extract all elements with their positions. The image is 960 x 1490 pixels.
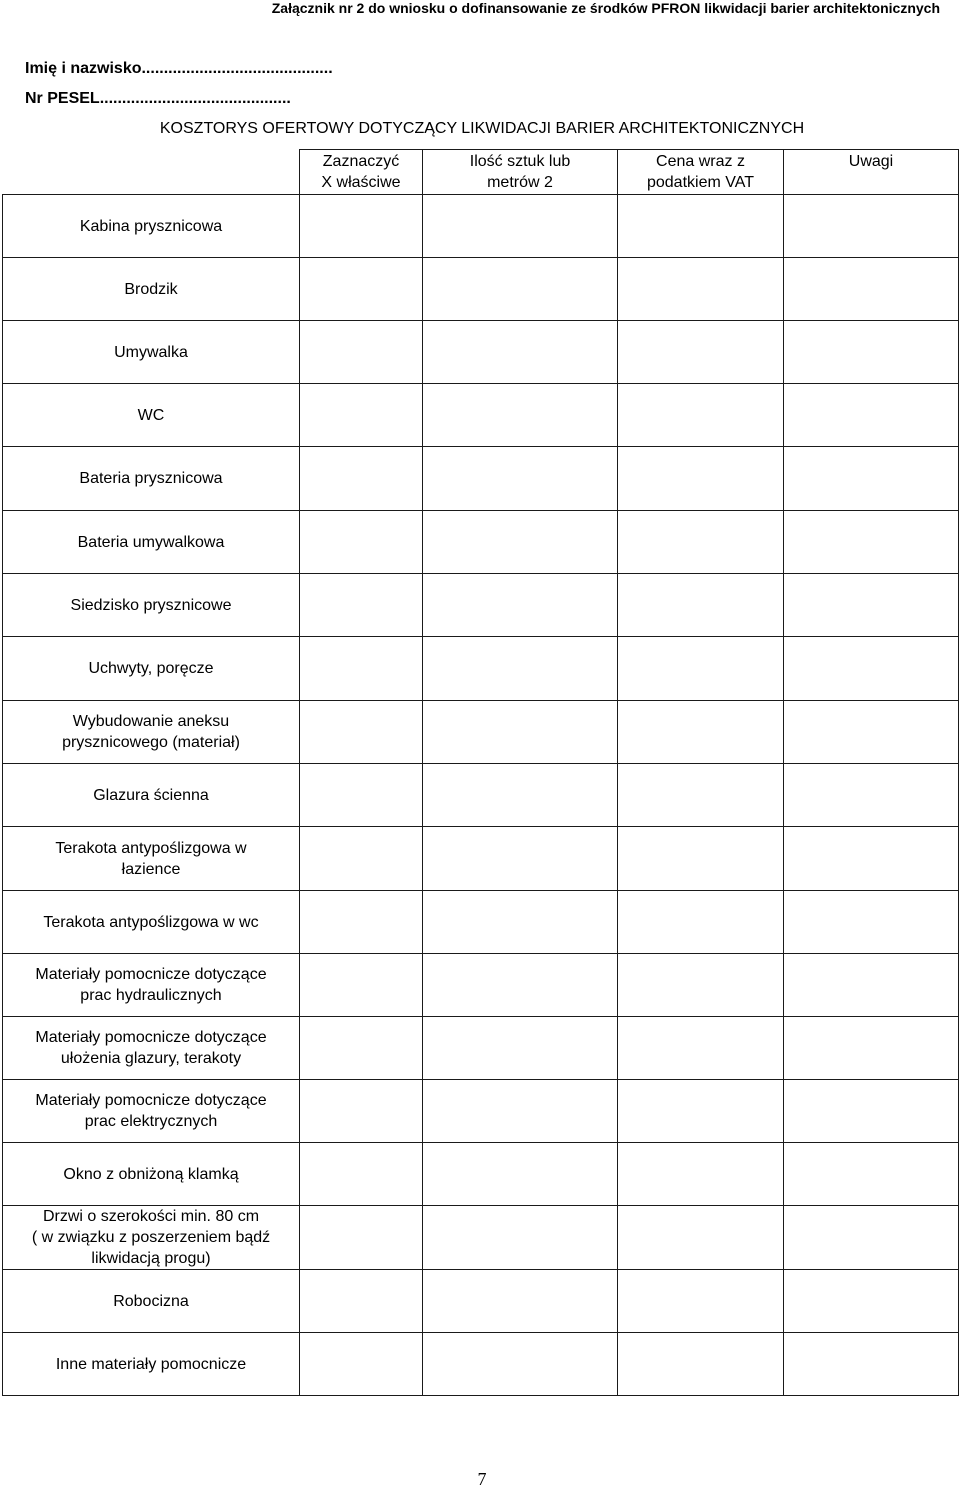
remarks-cell[interactable]: [784, 1143, 959, 1206]
mark-cell[interactable]: [300, 1333, 423, 1396]
price-cell[interactable]: [618, 321, 784, 384]
item-label: Drzwi o szerokości min. 80 cm ( w związku z poszerzeniem bądź likwidacją progu): [3, 1206, 300, 1270]
item-label: Inne materiały pomocnicze: [3, 1333, 300, 1396]
remarks-cell[interactable]: [784, 1333, 959, 1396]
price-cell[interactable]: [618, 574, 784, 637]
table-row: [3, 321, 959, 384]
remarks-cell[interactable]: [784, 764, 959, 827]
quantity-cell[interactable]: [423, 384, 618, 447]
price-cell[interactable]: [618, 384, 784, 447]
item-label: Kabina prysznicowa: [3, 195, 300, 258]
item-label: Robocizna: [3, 1270, 300, 1333]
price-cell[interactable]: [618, 258, 784, 321]
price-cell[interactable]: [618, 954, 784, 1017]
mark-cell[interactable]: [300, 701, 423, 764]
item-label: Wybudowanie aneksu prysznicowego (materiał): [3, 701, 300, 764]
mark-cell[interactable]: [300, 258, 423, 321]
quantity-cell[interactable]: [423, 1333, 618, 1396]
remarks-cell[interactable]: [784, 1206, 959, 1270]
table-row: [3, 384, 959, 447]
remarks-cell[interactable]: [784, 701, 959, 764]
remarks-cell[interactable]: [784, 1270, 959, 1333]
mark-cell[interactable]: [300, 321, 423, 384]
table-row: [3, 1333, 959, 1396]
item-label: Umywalka: [3, 321, 300, 384]
remarks-cell[interactable]: [784, 195, 959, 258]
remarks-cell[interactable]: [784, 511, 959, 574]
cost-estimate-table: [2, 149, 959, 1396]
mark-cell[interactable]: [300, 764, 423, 827]
price-cell[interactable]: [618, 701, 784, 764]
price-cell[interactable]: [618, 1017, 784, 1080]
item-label: Uchwyty, poręcze: [3, 637, 300, 701]
quantity-cell[interactable]: [423, 511, 618, 574]
mark-cell[interactable]: [300, 891, 423, 954]
remarks-cell[interactable]: [784, 954, 959, 1017]
mark-cell[interactable]: [300, 447, 423, 511]
price-cell[interactable]: [618, 195, 784, 258]
table-row: [3, 954, 959, 1017]
page-number: 7: [477, 1469, 487, 1489]
remarks-cell[interactable]: [784, 321, 959, 384]
item-label: Bateria prysznicowa: [3, 447, 300, 511]
item-label: Materiały pomocnicze dotyczące prac elektrycznych: [3, 1080, 300, 1143]
item-label: Brodzik: [3, 258, 300, 321]
quantity-cell[interactable]: [423, 701, 618, 764]
quantity-cell[interactable]: [423, 1080, 618, 1143]
mark-cell[interactable]: [300, 954, 423, 1017]
item-label: Terakota antypoślizgowa w wc: [3, 891, 300, 954]
remarks-cell[interactable]: [784, 891, 959, 954]
mark-column-header: Zaznaczyć X właściwe: [300, 150, 423, 195]
mark-cell[interactable]: [300, 195, 423, 258]
item-label: Bateria umywalkowa: [3, 511, 300, 574]
remarks-cell[interactable]: [784, 827, 959, 891]
remarks-cell[interactable]: [784, 1017, 959, 1080]
item-label: Okno z obniżoną klamką: [3, 1143, 300, 1206]
remarks-cell[interactable]: [784, 1080, 959, 1143]
table-header-row: [3, 150, 959, 195]
mark-cell[interactable]: [300, 511, 423, 574]
mark-cell[interactable]: [300, 1270, 423, 1333]
price-column-header: Cena wraz z podatkiem VAT: [618, 150, 784, 195]
table-row: [3, 1017, 959, 1080]
quantity-cell[interactable]: [423, 891, 618, 954]
remarks-cell[interactable]: [784, 637, 959, 701]
mark-cell[interactable]: [300, 1017, 423, 1080]
quantity-cell[interactable]: [423, 1017, 618, 1080]
remarks-column-header: Uwagi: [784, 150, 959, 195]
quantity-cell[interactable]: [423, 195, 618, 258]
mark-cell[interactable]: [300, 384, 423, 447]
price-cell[interactable]: [618, 447, 784, 511]
table-row: [3, 195, 959, 258]
table-row: [3, 447, 959, 511]
item-label: Materiały pomocnicze dotyczące prac hydraulicznych: [3, 954, 300, 1017]
item-label: Glazura ścienna: [3, 764, 300, 827]
table-row: [3, 511, 959, 574]
price-cell[interactable]: [618, 1143, 784, 1206]
item-label: Materiały pomocnicze dotyczące ułożenia glazury, terakoty: [3, 1017, 300, 1080]
table-row: [3, 1206, 959, 1270]
remarks-cell[interactable]: [784, 384, 959, 447]
item-column-header: [3, 150, 300, 195]
table-row: [3, 1143, 959, 1206]
table-row: [3, 764, 959, 827]
price-cell[interactable]: [618, 1080, 784, 1143]
table-row: [3, 574, 959, 637]
mark-cell[interactable]: [300, 827, 423, 891]
table-row: [3, 1080, 959, 1143]
table-row: [3, 891, 959, 954]
remarks-cell[interactable]: [784, 447, 959, 511]
quantity-cell[interactable]: [423, 258, 618, 321]
remarks-cell[interactable]: [784, 258, 959, 321]
table-row: [3, 637, 959, 701]
quantity-cell[interactable]: [423, 321, 618, 384]
price-cell[interactable]: [618, 827, 784, 891]
quantity-cell[interactable]: [423, 447, 618, 511]
mark-cell[interactable]: [300, 1143, 423, 1206]
quantity-cell[interactable]: [423, 574, 618, 637]
price-cell[interactable]: [618, 891, 784, 954]
quantity-cell[interactable]: [423, 827, 618, 891]
price-cell[interactable]: [618, 764, 784, 827]
price-cell[interactable]: [618, 1333, 784, 1396]
quantity-cell[interactable]: [423, 637, 618, 701]
mark-cell[interactable]: [300, 637, 423, 701]
quantity-cell[interactable]: [423, 1206, 618, 1270]
quantity-column-header: Ilość sztuk lub metrów 2: [423, 150, 618, 195]
mark-cell[interactable]: [300, 1080, 423, 1143]
price-cell[interactable]: [618, 511, 784, 574]
quantity-cell[interactable]: [423, 954, 618, 1017]
price-cell[interactable]: [618, 1270, 784, 1333]
price-cell[interactable]: [618, 1206, 784, 1270]
mark-cell[interactable]: [300, 574, 423, 637]
table-row: [3, 1270, 959, 1333]
attachment-header: Załącznik nr 2 do wniosku o dofinansowanie ze środków PFRON likwidacji barier architektonicznych: [271, 0, 940, 16]
item-label: WC: [3, 384, 300, 447]
quantity-cell[interactable]: [423, 1143, 618, 1206]
quantity-cell[interactable]: [423, 1270, 618, 1333]
document-title: KOSZTORYS OFERTOWY DOTYCZĄCY LIKWIDACJI BARIER ARCHITEKTONICZNYCH: [159, 120, 805, 137]
mark-cell[interactable]: [300, 1206, 423, 1270]
pesel-field-line: Nr PESEL...........................................: [25, 90, 291, 107]
remarks-cell[interactable]: [784, 574, 959, 637]
item-label: Siedzisko prysznicowe: [3, 574, 300, 637]
table-row: [3, 827, 959, 891]
quantity-cell[interactable]: [423, 764, 618, 827]
table-row: [3, 258, 959, 321]
table-row: [3, 701, 959, 764]
item-label: Terakota antypoślizgowa w łazience: [3, 827, 300, 891]
name-field-line: Imię i nazwisko...........................................: [25, 60, 333, 77]
price-cell[interactable]: [618, 637, 784, 701]
